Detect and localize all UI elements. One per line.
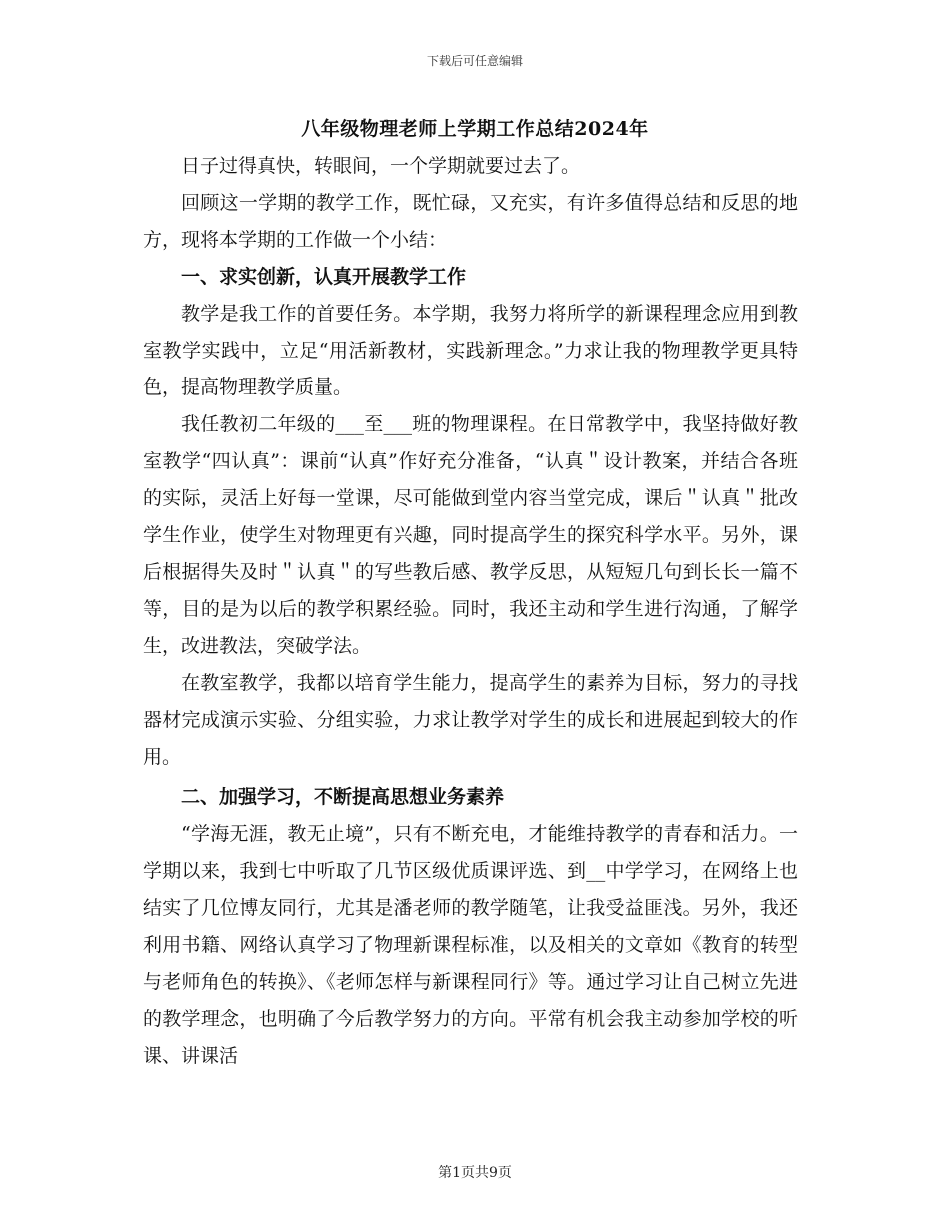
- paragraph-3: 教学是我工作的首要任务。本学期，我努力将所学的新课程理念应用到教室教学实践中，立足“用活新教材，实践新理念。”力求让我的物理教学更具特色，提高物理教学质量。: [143, 302, 798, 399]
- section-heading-2: 二、加强学习，不断提高思想业务素养: [181, 786, 505, 809]
- page-footer: 第1页共9页: [438, 1165, 512, 1181]
- paragraph-2: 回顾这一学期的教学工作，既忙碌，又充实，有许多值得总结和反思的地方，现将本学期的工作做一个小结：: [143, 191, 798, 251]
- paragraph-6: “学海无涯，教无止境”，只有不断充电，才能维持教学的青春和活力。一学期以来，我到七中听取了几节区级优质课评选、到__中学学习，在网络上也结实了几位博友同行，尤其是潘老师的教学随笔，让我受益匪浅。另外，我还利用书籍、网络认真学习了物理新课程标准，以及相关的文章如《教育的转型与老师角色的转换》、《老师怎样与新课程同行》等。通过学习让自己树立先进的教学理念，也明确了今后教学努力的方向。平常有机会我主动参加学校的听课、讲课活: [143, 823, 798, 1067]
- paragraph-1: 日子过得真快，转眼间，一个学期就要过去了。: [181, 155, 581, 177]
- paragraph-5: 在教室教学，我都以培育学生能力，提高学生的素养为目标，努力的寻找器材完成演示实验、分组实验，力求让教学对学生的成长和进展起到较大的作用。: [143, 671, 798, 768]
- document-body: [143, 148, 798, 1075]
- header-note: 下载后可任意编辑: [426, 54, 523, 68]
- section-heading-1: 一、求实创新，认真开展教学工作: [181, 265, 467, 288]
- paragraph-4: 我任教初二年级的___至___班的物理课程。在日常教学中，我坚持做好教室教学“四认真”：课前“认真”作好充分准备，“认真＂设计教案，并结合各班的实际，灵活上好每一堂课，尽可能做到堂内容当堂完成，课后＂认真＂批改学生作业，使学生对物理更有兴趣，同时提高学生的探究科学水平。另外，课后根据得失及时＂认真＂的写些教后感、教学反思，从短短几句到长长一篇不等，目的是为以后的教学积累经验。同时，我还主动和学生进行沟通，了解学生，改进教法，突破学法。: [143, 413, 798, 657]
- document-title: 八年级物理老师上学期工作总结2024年: [301, 118, 649, 140]
